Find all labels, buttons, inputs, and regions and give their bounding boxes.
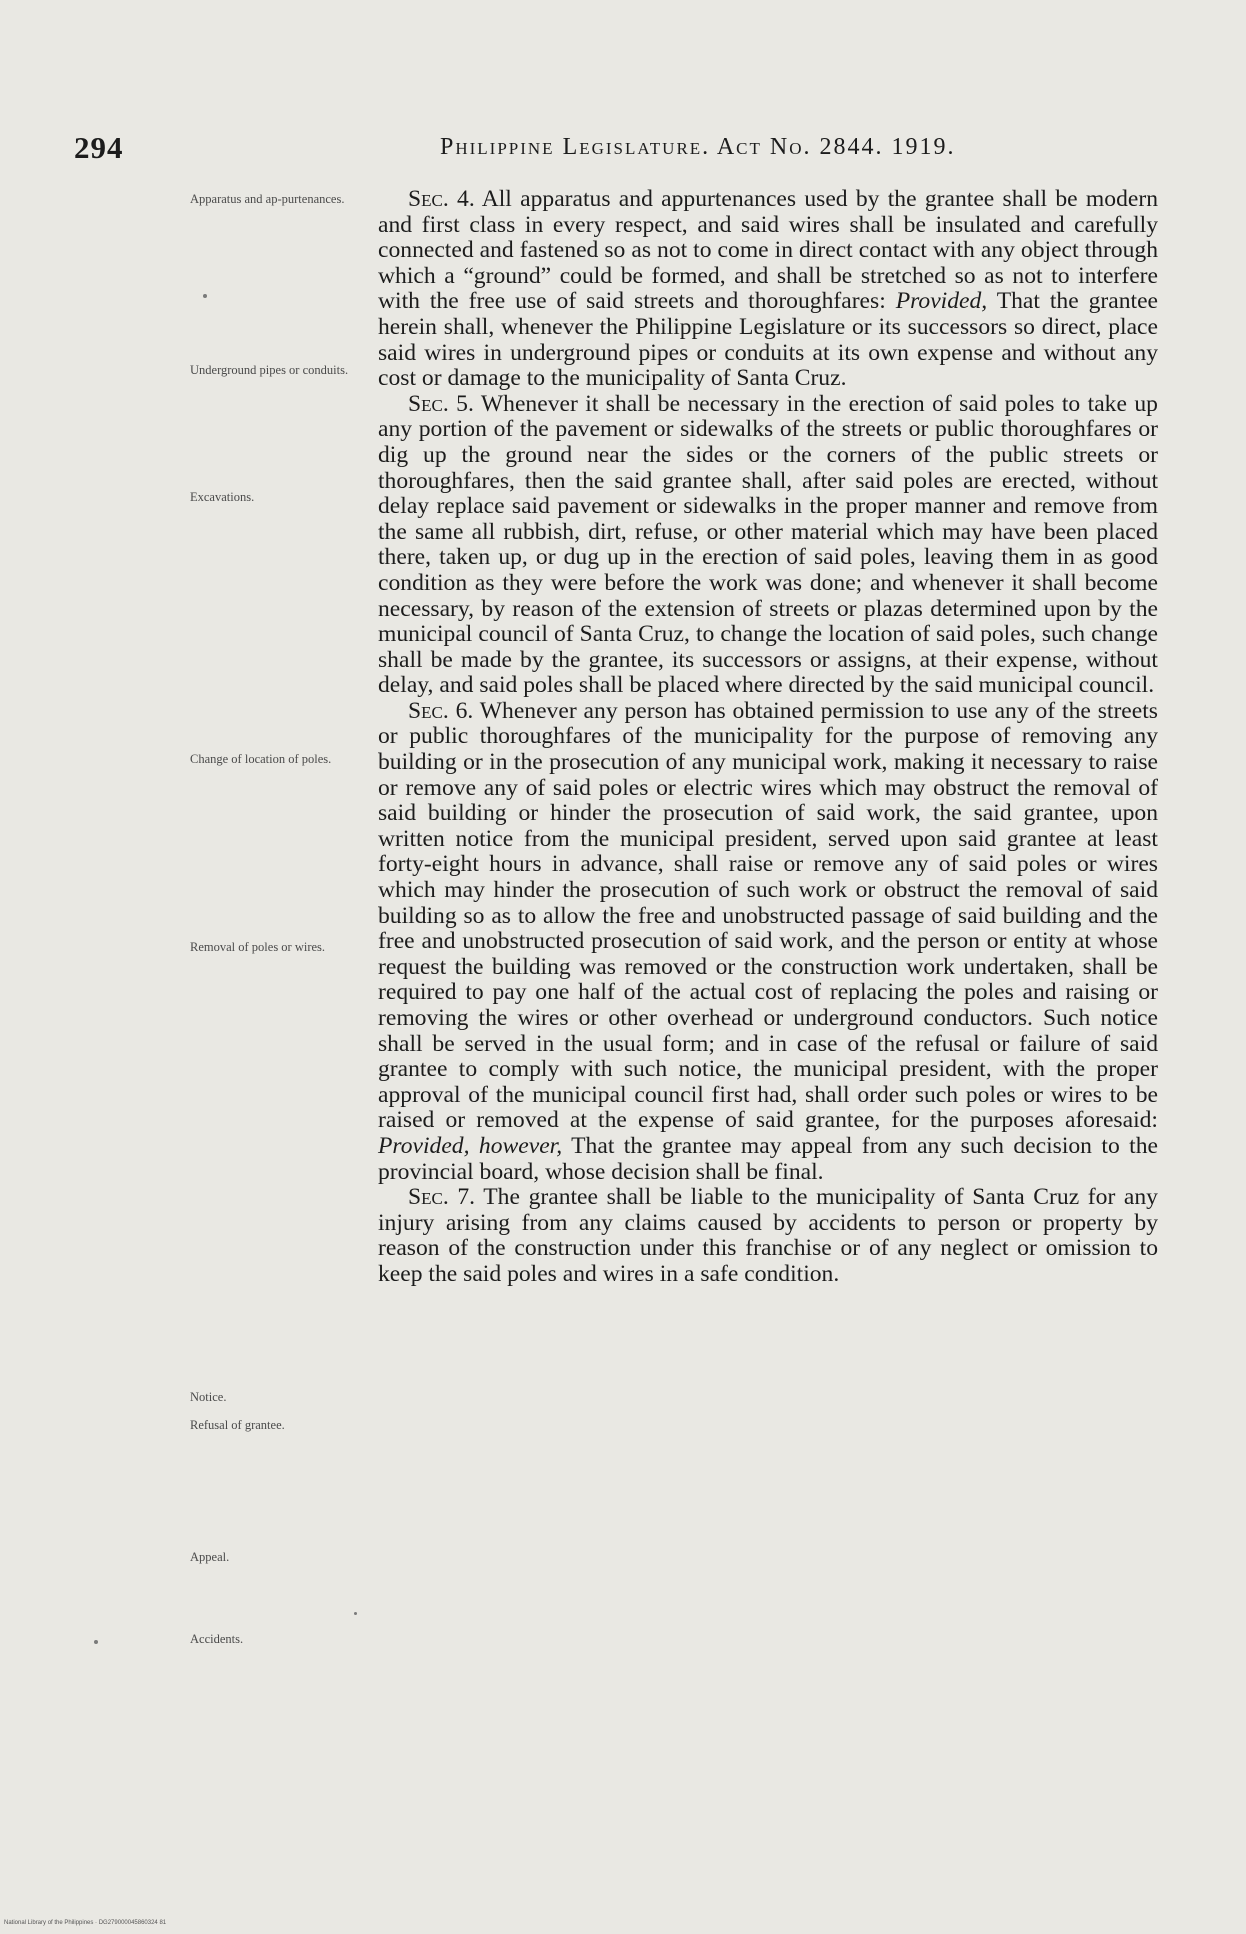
section-5-text: Whenever it shall be necessary in the erection of said poles to take up any portion of the pavement or sidewalks of the streets or public thoroughfares or dig up the ground near the sides or the corners of the public streets or thoroughfares, then the said grantee shall, after said poles are erected, without delay replace said pavement or sidewalks in the proper manner and remove from the same all rubbish, dirt, refuse, or other material which may have been placed there, taken up, or dug up in the erection of said poles, leaving them in as good condition as they were before the work was done; and whenever it shall become necessary, by reason of the extension of streets or plazas determined upon by the municipal council of Santa Cruz, to change the location of said poles, such change shall be made by the grantee, its successors or assigns, at their expense, without delay, and said poles shall be placed where directed by the said municipal council.	[378, 390, 1158, 699]
section-4-text-b: That the grantee herein shall, whenever the Philippine Legislature or its successors so direct, place said wires in underground pipes or conduits at its own expense and without any cost or damage to the municipality of Santa Cruz.	[378, 288, 1159, 392]
section-6-label: Sec. 6.	[408, 697, 474, 724]
section-6	[378, 699, 1158, 1185]
ink-speck	[94, 1640, 98, 1644]
running-head: Philippine Legislature. Act No. 2844. 1919.	[440, 134, 956, 160]
section-4-text-a: All apparatus and appurtenances used by the grantee shall be modern and first class in every respect, and said wires shall be insulated and carefully connected and fastened so as not to come in direct contact with any object through which a “ground” could be formed, and shall be stretched so as not to interfere with the free use of said streets and thoroughfares:	[378, 186, 1158, 315]
margin-note-accidents: Accidents.	[190, 1632, 244, 1646]
margin-note-apparatus: Apparatus and ap-purtenances.	[190, 192, 345, 206]
margin-note-refusal: Refusal of grantee.	[190, 1418, 285, 1432]
ink-speck	[354, 1612, 357, 1615]
footer-credit: National Library of the Philippines · DG279000045860324 81	[4, 1920, 167, 1926]
margin-note-underground: Underground pipes or conduits.	[190, 363, 349, 377]
section-4	[378, 187, 1158, 392]
section-4-label: Sec. 4.	[408, 186, 475, 212]
margin-note-removal: Removal of poles or wires.	[190, 940, 326, 954]
section-6-text-a: Whenever any person has obtained permission to use any of the streets or public thoroughfares of the municipality for the purpose of removing any building or in the prosecution of any municipal work, making it necessary to raise or remove any of said poles or electric wires which may obstruct the removal of said building or hinder the prosecution of said work, the said grantee, upon written notice from the municipal president, served upon said grantee at least forty-eight hours in advance, shall raise or remove any of said poles or wires which may hinder the prosecution of such work or obstruct the removal of said building so as to allow the free and unobstructed passage of said building and the free and unobstructed prosecution of said work, and the person or entity at whose request the building was removed or the construction work undertaken, shall be required to pay one half of the actual cost of replacing the poles and raising or removing the wires or other overhead or underground conductors. Such notice shall be served in the usual form; and in case of the refusal or failure of said grantee to comply with such notice, the municipal president, with the proper approval of the municipal council first had, shall order such poles or wires to be raised or removed at the expense of said grantee, for the purposes aforesaid:	[378, 697, 1158, 1134]
page-number: 294	[74, 130, 124, 165]
section-7-text: The grantee shall be liable to the municipality of Santa Cruz for any injury arising from any claims caused by accidents to person or property by reason of the construction under this franchise or of any neglect or omission to keep the said poles and wires in a safe condition.	[378, 1184, 1158, 1287]
section-4-provided: Provided,	[895, 288, 988, 315]
section-7	[378, 1185, 1158, 1287]
margin-note-excavations: Excavations.	[190, 490, 255, 504]
section-5-label: Sec. 5.	[408, 390, 474, 417]
margin-note-change-location: Change of location of poles.	[190, 752, 332, 766]
margin-note-notice: Notice.	[190, 1390, 227, 1404]
section-6-text-b: That the grantee may appeal from any such decision to the provincial board, whose decision shall be final.	[378, 1132, 1158, 1185]
section-7-label: Sec. 7.	[408, 1184, 476, 1211]
body-text	[378, 187, 1158, 1288]
section-5	[378, 392, 1158, 699]
margin-note-appeal: Appeal.	[190, 1550, 230, 1564]
ink-speck	[203, 294, 207, 298]
section-6-provided: Provided, however,	[378, 1132, 563, 1159]
